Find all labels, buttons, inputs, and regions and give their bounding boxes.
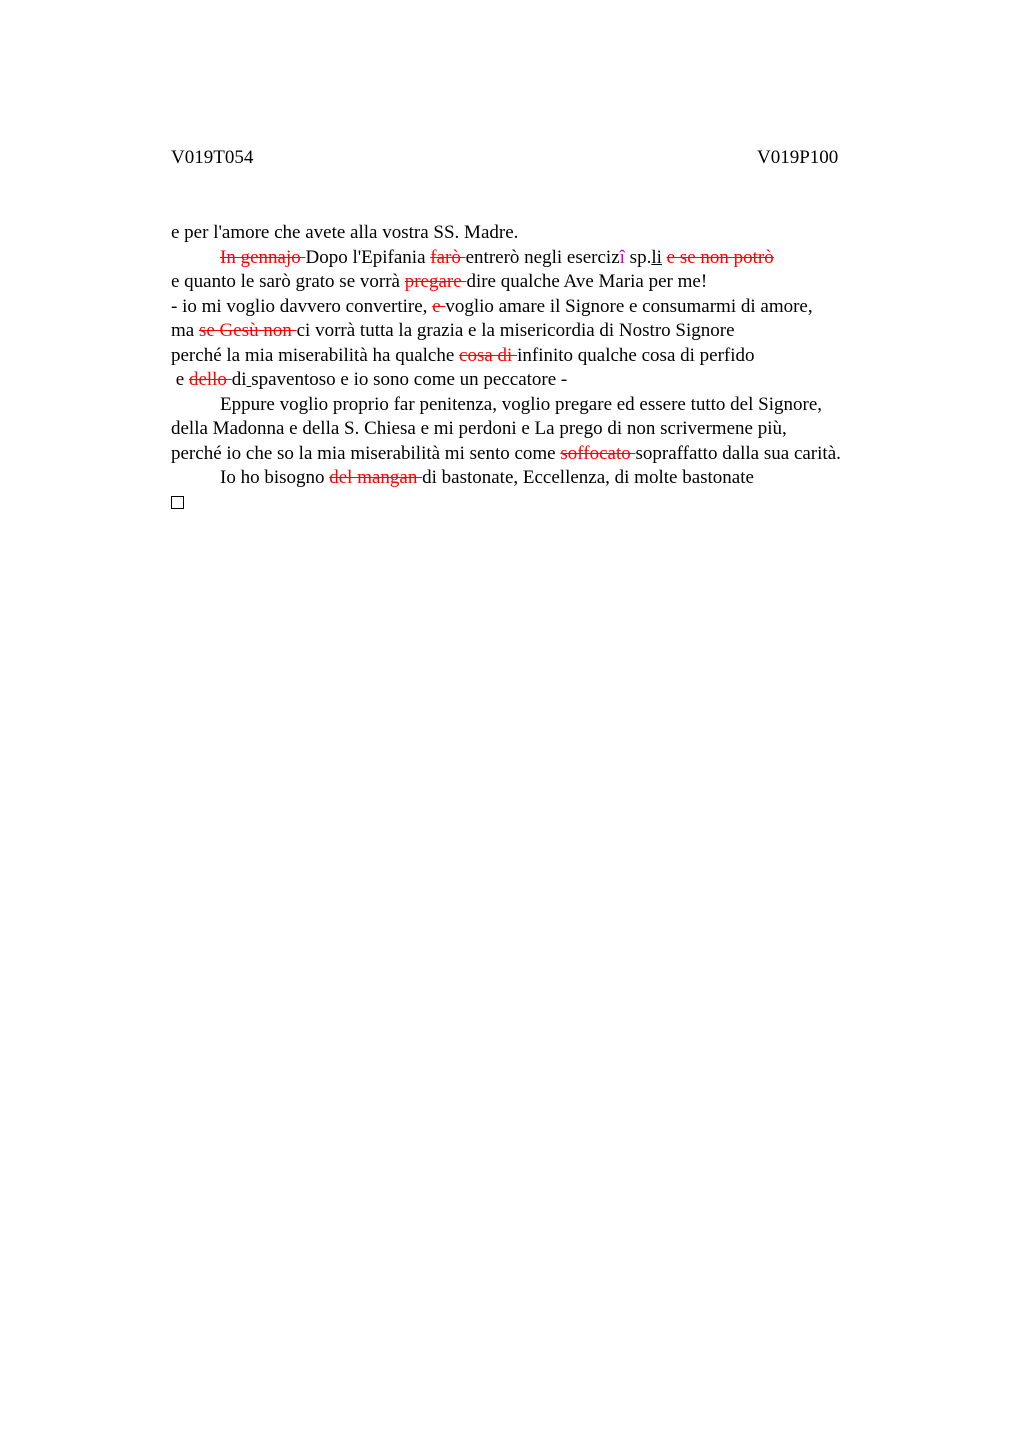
line-text: dire qualche Ave Maria per me! [466,271,708,292]
deleted-text: del mangan [329,467,423,488]
text-line-11 [171,466,931,491]
line-text: sp. [624,246,652,268]
deleted-text: e [432,295,446,317]
line-text: e quanto le sarò grato se vorrà [171,271,405,292]
line-text: voglio amare il Signore e consumarmi di amore, [445,295,813,317]
variant-mark: î [619,246,625,268]
end-marker-line [171,491,931,516]
text-line-9 [171,417,931,442]
line-text: sopraffatto dalla sua carità. [635,442,841,464]
line-text: e [171,369,189,390]
text-line-4 [171,295,931,320]
line-text: Eppure voglio proprio far penitenza, voglio pregare ed essere tutto del Signore, [220,393,822,415]
transcription-body [171,221,931,515]
line-text: infinito qualche cosa di perfido [517,344,755,366]
deleted-text: pregare [404,271,467,292]
line-text: ma [171,320,199,341]
text-line-3 [171,270,931,295]
line-text: spaventoso e io sono come un peccatore - [251,369,568,390]
deleted-text: In gennajo [220,246,306,268]
text-line-1 [171,221,931,246]
deleted-text: se Gesù non [198,320,297,341]
deleted-text: soffocato [560,442,636,464]
deleted-text: farò [430,246,466,268]
document-code-left: V019T054 [171,147,254,168]
deleted-text: cosa di [459,344,518,366]
document-code-right: V019P100 [757,147,839,168]
text-line-10 [171,442,931,467]
line-text: della Madonna e della S. Chiesa e mi perdoni e La prego di non scrivermene più, [171,418,787,439]
line-text: e per l'amore che avete alla vostra SS. Madre. [171,222,519,243]
deleted-text: dello [188,369,232,390]
line-text: perché io che so la mia miserabilità mi sento come [171,442,561,464]
underlined-text: li [651,246,662,268]
line-text: - io mi voglio davvero convertire, [171,295,433,317]
line-text: di [231,369,247,390]
line-text: Dopo l'Epifania [305,246,431,268]
deleted-text: e se non potrò [666,246,774,268]
line-text: perché la mia miserabilità ha qualche [171,344,460,366]
line-text: Io ho bisogno [220,467,330,488]
text-line-6 [171,344,931,369]
line-text: ci vorrà tutta la grazia e la misericordia di Nostro Signore [296,320,735,341]
empty-box-icon [171,496,184,509]
text-line-2 [171,246,931,271]
line-text: entrerò negli eserciz [465,246,620,268]
line-text: di bastonate, Eccellenza, di molte bastonate [422,467,754,488]
text-line-5 [171,319,931,344]
text-line-7 [171,368,931,393]
text-line-8 [171,393,931,418]
